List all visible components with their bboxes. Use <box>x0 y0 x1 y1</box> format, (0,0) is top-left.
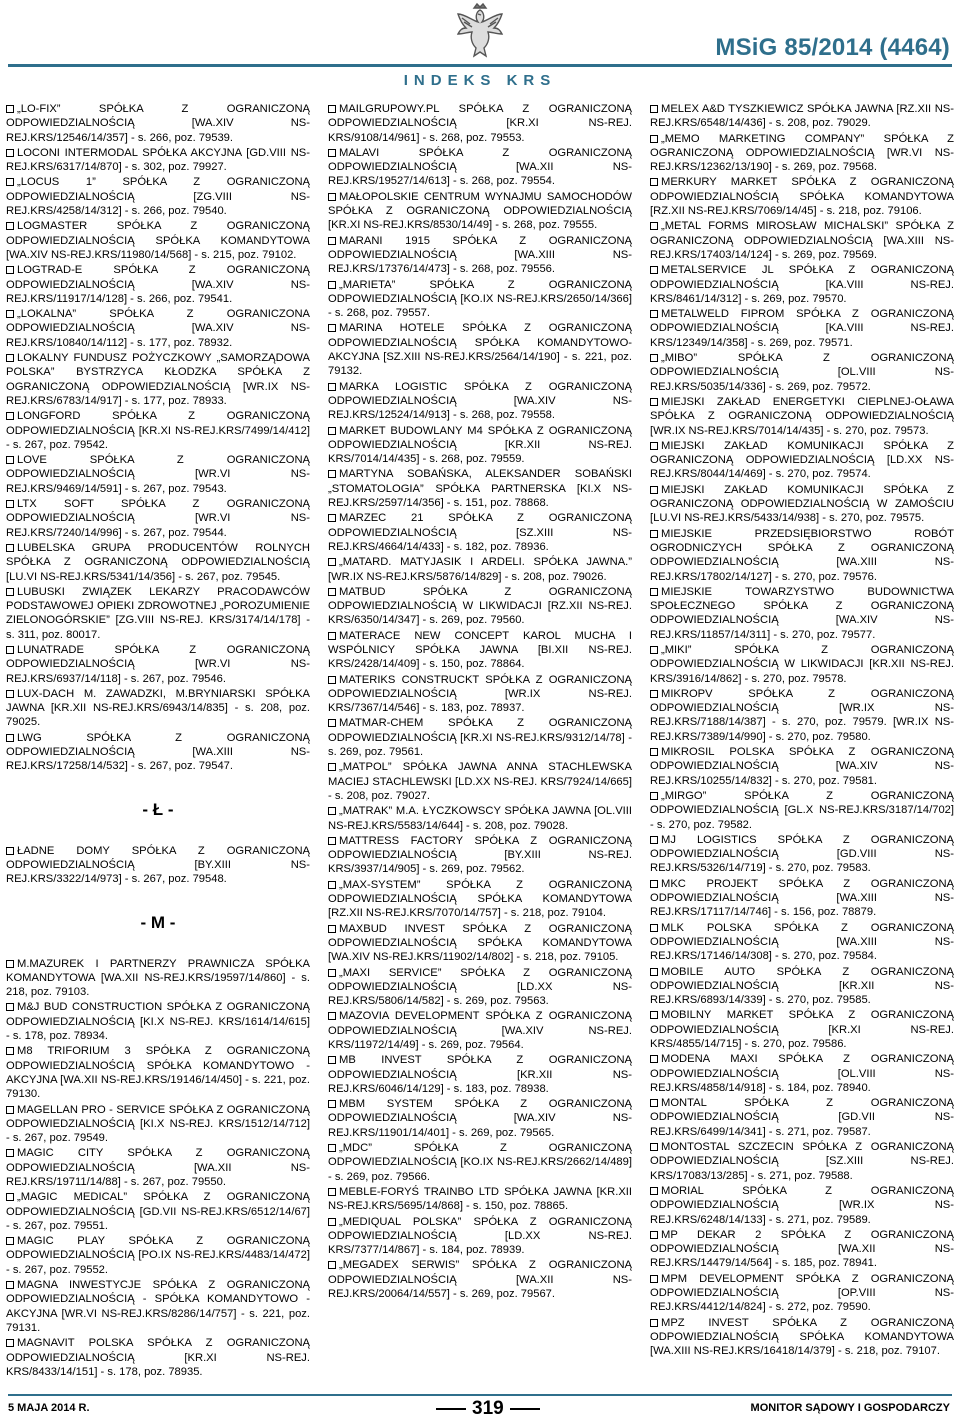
checkbox-square-icon <box>328 676 336 684</box>
entry-text: MB INVEST SPÓŁKA Z OGRANICZONĄ ODPOWIEDZIALNOŚCIĄ [KR.XII NS-REJ.KRS/6046/14/129] - s. 183, poz. 78938. <box>328 1054 632 1095</box>
checkbox-square-icon <box>6 1106 14 1114</box>
checkbox-square-icon <box>6 847 14 855</box>
entry-text: MATERIKS CONSTRUCKT SPÓŁKA Z OGRANICZONĄ ODPOWIEDZIALNOŚCIĄ [WR.IX NS-REJ. KRS/7367/14/546] - s. 183, poz. 78937. <box>328 673 632 715</box>
entry-text: „MIBO” SPÓŁKA Z OGRANICZONĄ ODPOWIEDZIALNOŚCIĄ [OL.VIII NS-REJ.KRS/5035/14/336] - s. 269, poz. 79572. <box>650 352 954 393</box>
index-entry <box>6 643 310 686</box>
entry-text: MALAVI SPÓŁKA Z OGRANICZONĄ ODPOWIEDZIALNOŚCIĄ [WA.XII NS-REJ.KRS/19527/14/613] - s. 268, poz. 79554. <box>328 146 632 188</box>
index-entry <box>650 1052 954 1095</box>
checkbox-square-icon <box>6 178 14 186</box>
index-entry <box>650 307 954 350</box>
checkbox-square-icon <box>6 456 14 464</box>
checkbox-square-icon <box>328 237 336 245</box>
index-entry <box>650 833 954 876</box>
entry-text: MAXBUD INVEST SPÓŁKA Z OGRANICZONĄ ODPOWIEDZIALNOŚCIĄ SPÓŁKA KOMANDYTOWA [WA.XIV NS-REJ.KRS/11902/14/802] - s. 218, poz. 79105. <box>328 922 632 964</box>
entry-text: MOBILNY MARKET SPÓŁKA Z OGRANICZONĄ ODPOWIEDZIALNOŚCIĄ [KR.XI NS-REJ. KRS/4855/14/715] - s. 270, poz. 79586. <box>650 1009 954 1050</box>
index-entry <box>6 497 310 540</box>
checkbox-square-icon <box>6 1047 14 1055</box>
index-entry <box>650 175 954 218</box>
entry-text: „METAL FORMS MIROSŁAW MICHALSKI” SPÓŁKA Z OGRANICZONĄ ODPOWIEDZIALNOŚCIĄ [WA.XIII NS-REJ.KRS/17403/14/124] - s. 269, poz. 79569. <box>650 220 954 261</box>
entry-text: „MDC” SPÓŁKA Z OGRANICZONĄ ODPOWIEDZIALNOŚCIĄ [KO.IX NS-REJ.KRS/2662/14/489] - s. 269, poz. 79566. <box>328 1142 632 1183</box>
entry-text: M.MAZUREK I PARTNERZY PRAWNICZA SPÓŁKA KOMANDYTOWA [WA.XII NS-REJ.KRS/19597/14/860] - s. 218, poz. 79103. <box>6 957 310 999</box>
index-entry <box>328 878 632 921</box>
entry-text: MELEX A&D TYSZKIEWICZ SPÓŁKA JAWNA [RZ.XII NS-REJ.KRS/6548/14/436] - s. 208, poz. 79029. <box>650 103 954 130</box>
index-entry <box>650 1008 954 1051</box>
entry-text: MIEJSKI ZAKŁAD KOMUNIKACJI SPÓŁKA Z OGRANICZONĄ ODPOWIEDZIALNOŚCIĄ W ZAMOŚCIU [LU.VI NS-REJ.KRS/5433/14/938] - s. 270, poz. 79575. <box>650 483 954 525</box>
index-entry <box>6 307 310 350</box>
entry-text: MIEJSKI ZAKŁAD KOMUNIKACJI SPÓŁKA Z OGRANICZONĄ ODPOWIEDZIALNOŚCIĄ [LD.XX NS-REJ.KRS/8044/14/469] - s. 270, poz. 79574. <box>650 439 954 481</box>
letter-heading: - M - <box>140 912 176 932</box>
entry-text: M8 TRIFORIUM 3 SPÓŁKA Z OGRANICZONĄ ODPOWIEDZIALNOŚCIĄ SPÓŁKA KOMANDYTOWO - AKCYJNA [WA.XII NS-REJ.KRS/19146/14/450] - s. 221, poz. 79130. <box>6 1045 310 1101</box>
checkbox-square-icon <box>328 719 336 727</box>
index-entry <box>6 541 310 584</box>
checkbox-square-icon <box>650 135 658 143</box>
entry-text: MARTYNA SOBAŃSKA, ALEKSANDER SOBAŃSKI „STOMATOLOGIA” SPÓŁKA PARTNERSKA [KI.X NS-REJ.KRS/2597/14/356] - s. 151, poz. 78868. <box>328 468 632 510</box>
entry-text: LOVE SPÓŁKA Z OGRANICZONĄ ODPOWIEDZIALNOŚCIĄ [WR.VI NS-REJ.KRS/9469/14/591] - s. 267, poz. 79543. <box>6 454 310 495</box>
entry-text: „MAX-SYSTEM” SPÓŁKA Z OGRANICZONĄ ODPOWIEDZIALNOŚCIĄ SPÓŁKA KOMANDYTOWA [RZ.XII NS-REJ.KRS/7070/14/757] - s. 218, poz. 79104. <box>328 878 632 920</box>
checkbox-square-icon <box>328 925 336 933</box>
entry-text: MAGIC CITY SPÓŁKA Z OGRANICZONĄ ODPOWIEDZIALNOŚCIĄ [WA.XII NS-REJ.KRS/19711/14/88] - s. 267, poz. 79550. <box>6 1147 310 1188</box>
entry-text: LOGTRAD-E SPÓŁKA Z OGRANICZONĄ ODPOWIEDZIALNOŚCIĄ [WA.XIV NS-REJ.KRS/11917/14/128] - s. 266, poz. 79541. <box>6 264 310 305</box>
index-entry <box>328 1141 632 1184</box>
entry-text: LWG SPÓŁKA Z OGRANICZONĄ ODPOWIEDZIALNOŚCIĄ [WA.XIII NS-REJ.KRS/17258/14/532] - s. 267, poz. 79547. <box>6 731 310 773</box>
section-title: INDEKS KRS <box>403 72 557 89</box>
entry-text: LUNATRADE SPÓŁKA Z OGRANICZONĄ ODPOWIEDZIALNOŚCIĄ [WR.VI NS-REJ.KRS/6937/14/118] - s. 267, poz. 79546. <box>6 643 310 685</box>
index-entry <box>6 1278 310 1335</box>
checkbox-square-icon <box>6 149 14 157</box>
index-entry <box>650 351 954 394</box>
index-entry <box>650 745 954 788</box>
index-entry <box>650 877 954 920</box>
entry-text: MATTRESS FACTORY SPÓŁKA Z OGRANICZONĄ ODPOWIEDZIALNOŚCIĄ [BY.XIII NS-REJ. KRS/3937/14/905] - s. 269, poz. 79562. <box>328 834 632 876</box>
index-entry <box>328 511 632 554</box>
entry-text: LUBUSKI ZWIĄZEK LEKARZY PRACODAWCÓW PODSTAWOWEJ OPIEKI ZDROWOTNEJ „POROZUMIENIE ZIELONOGÓRSKIE” [ZG.VIII NS-REJ. KRS/3174/14/178] - s. 311, poz. 80017. <box>6 585 310 641</box>
entry-text: MLK POLSKA SPÓŁKA Z OGRANICZONĄ ODPOWIEDZIALNOŚCIĄ [WA.XIII NS-REJ.KRS/17146/14/308] - s. 270, poz. 79584. <box>650 921 954 963</box>
checkbox-square-icon <box>328 1218 336 1226</box>
journal-title: MONITOR SĄDOWY I GOSPODARCZY <box>750 1402 950 1414</box>
checkbox-square-icon <box>328 324 336 332</box>
checkbox-square-icon <box>650 1143 658 1151</box>
entry-text: MAGIC PLAY SPÓŁKA Z OGRANICZONĄ ODPOWIEDZIALNOŚCIĄ [PO.IX NS-REJ.KRS/4483/14/472] - s. 267, poz. 79552. <box>6 1235 310 1276</box>
footer-rule <box>8 1394 952 1396</box>
index-entry <box>328 585 632 628</box>
checkbox-square-icon <box>6 646 14 654</box>
checkbox-square-icon <box>6 1003 14 1011</box>
checkbox-square-icon <box>6 1149 14 1157</box>
checkbox-square-icon <box>650 1187 658 1195</box>
index-entry <box>650 263 954 306</box>
checkbox-square-icon <box>650 588 658 596</box>
index-entry <box>650 921 954 964</box>
index-entry <box>6 263 310 306</box>
index-entry <box>6 146 310 175</box>
entry-text: MATERACE NEW CONCEPT KAROL MUCHA I WSPÓLNICY SPÓŁKA JAWNA [BI.XII NS-REJ. KRS/2428/14/409] - s. 150, poz. 78864. <box>328 629 632 671</box>
index-entry <box>6 351 310 408</box>
checkbox-square-icon <box>6 500 14 508</box>
entry-text: MAGNA INWESTYCJE SPÓŁKA Z OGRANICZONĄ ODPOWIEDZIALNOŚCIĄ - SPÓŁKA KOMANDYTOWO - AKCYJNA [WR.VI NS-REJ.KRS/8286/14/757] - s. 221, poz. 79131. <box>6 1279 310 1334</box>
entry-text: MONTOSTAL SZCZECIN SPÓŁKA Z OGRANICZONĄ ODPOWIEDZIALNOŚCIĄ [SZ.XIII NS-REJ. KRS/17083/13/285] - s. 271, poz. 79588. <box>650 1141 954 1182</box>
entry-text: MODENA MAXI SPÓŁKA Z OGRANICZONĄ ODPOWIEDZIALNOŚCIĄ [OL.VIII NS-REJ.KRS/4858/14/918] - s. 184, poz. 78940. <box>650 1053 954 1094</box>
entry-text: MERKURY MARKET SPÓŁKA Z OGRANICZONĄ ODPOWIEDZIALNOŚCIĄ SPÓŁKA KOMANDYTOWA [RZ.XII NS-REJ.KRS/7069/14/45] - s. 218, poz. 79106. <box>650 176 954 218</box>
entry-text: LONGFORD SPÓŁKA Z OGRANICZONĄ ODPOWIEDZIALNOŚCIĄ [KR.XI NS-REJ.KRS/7499/14/412] - s. 267, poz. 79542. <box>6 410 310 451</box>
entry-text: „MAXI SERVICE” SPÓŁKA Z OGRANICZONĄ ODPOWIEDZIALNOŚCIĄ [LD.XX NS-REJ.KRS/5806/14/582] - s. 269, poz. 79563. <box>328 966 632 1008</box>
index-entry <box>650 527 954 584</box>
checkbox-square-icon <box>650 222 658 230</box>
index-entry <box>6 731 310 774</box>
checkbox-square-icon <box>328 149 336 157</box>
entry-text: MOBILE AUTO SPÓŁKA Z OGRANICZONĄ ODPOWIEDZIALNOŚCIĄ [KR.XII NS-REJ.KRS/6893/14/339] - s. 270, poz. 79585. <box>650 965 954 1007</box>
checkbox-square-icon <box>328 763 336 771</box>
checkbox-square-icon <box>328 193 336 201</box>
index-entry <box>6 844 310 887</box>
entry-text: „LOKALNA” SPÓŁKA Z OGRANICZONA ODPOWIEDZIALNOŚCIĄ [WA.XIV NS-REJ.KRS/10840/14/112] - s. 177, poz. 78932. <box>6 308 310 349</box>
index-entry <box>6 102 310 145</box>
index-entry <box>650 439 954 482</box>
entry-text: MBM SYSTEM SPÓŁKA Z OGRANICZONĄ ODPOWIEDZIALNOŚCIĄ [WA.XIV NS-REJ.KRS/11901/14/401] - s. 269, poz. 79565. <box>328 1098 632 1139</box>
checkbox-square-icon <box>650 646 658 654</box>
index-column-2 <box>328 102 632 1388</box>
index-entry <box>328 673 632 716</box>
checkbox-square-icon <box>650 442 658 450</box>
checkbox-square-icon <box>650 1319 658 1327</box>
checkbox-square-icon <box>328 1012 336 1020</box>
entry-text: „MEMO MARKETING COMPANY” SPÓŁKA Z OGRANICZONĄ ODPOWIEDZIALNOŚCIĄ [WR.VI NS-REJ.KRS/12362/13/190] - s. 269, poz. 79568. <box>650 132 954 174</box>
entry-text: MORIAL SPÓŁKA Z OGRANICZONĄ ODPOWIEDZIALNOŚCIĄ [WR.IX NS-REJ.KRS/6248/14/133] - s. 271, poz. 79589. <box>650 1184 954 1226</box>
checkbox-square-icon <box>328 1056 336 1064</box>
entry-text: MARZEC 21 SPÓŁKA Z OGRANICZONĄ ODPOWIEDZIALNOŚCIĄ [SZ.XIII NS-REJ.KRS/4664/14/433] - s. 182, poz. 78936. <box>328 512 632 553</box>
index-entry <box>328 629 632 672</box>
checkbox-square-icon <box>328 1100 336 1108</box>
entry-text: „MATRAK” M.A. ŁYCZKOWSCY SPÓŁKA JAWNA [OL.VIII NS-REJ.KRS/5583/14/644] - s. 208, poz. 79028. <box>328 805 632 832</box>
index-entry <box>328 1185 632 1214</box>
polish-eagle-emblem-icon <box>452 2 508 60</box>
index-entry <box>650 585 954 642</box>
index-entry <box>650 1228 954 1271</box>
checkbox-square-icon <box>650 354 658 362</box>
checkbox-square-icon <box>650 1011 658 1019</box>
entry-text: LOKALNY FUNDUSZ POŻYCZKOWY „SAMORZĄDOWA POLSKA” BYSTRZYCA KŁODZKA SPÓŁKA Z OGRANICZONĄ ODPOWIEDZIALNOŚCIĄ [WR.IX NS-REJ.KRS/6783/14/917] - s. 177, poz. 78933. <box>6 352 310 407</box>
checkbox-square-icon <box>6 1193 14 1201</box>
checkbox-square-icon <box>6 690 14 698</box>
checkbox-square-icon <box>650 792 658 800</box>
entry-text: „MAGIC MEDICAL” SPÓŁKA Z OGRANICZONĄ ODPOWIEDZIALNOŚCIĄ [GD.VII NS-REJ.KRS/6512/14/67] - s. 267, poz. 79551. <box>6 1191 310 1232</box>
index-entry <box>650 1140 954 1183</box>
entry-text: MAŁOPOLSKIE CENTRUM WYNAJMU SAMOCHODÓW SPÓŁKA Z OGRANICZONĄ ODPOWIEDZIALNOŚCIĄ [KR.XI NS-REJ.KRS/8530/14/49] - s. 268, poz. 79555. <box>328 190 632 232</box>
index-entry <box>6 1146 310 1189</box>
entry-text: ŁADNE DOMY SPÓŁKA Z OGRANICZONĄ ODPOWIEDZIALNOŚCIĄ [BY.XIII NS-REJ.KRS/3322/14/973] - s. 267, poz. 79548. <box>6 844 310 886</box>
index-entry <box>6 957 310 1000</box>
checkbox-square-icon <box>328 837 336 845</box>
index-entry <box>328 278 632 321</box>
entry-text: LOCONI INTERMODAL SPÓŁKA AKCYJNA [GD.VIII NS-REJ.KRS/6317/14/870] - s. 302, poz. 79927. <box>6 146 310 174</box>
index-entry <box>328 1009 632 1052</box>
checkbox-square-icon <box>6 354 14 362</box>
entry-text: „MEGADEX SERWIS” SPÓŁKA Z OGRANICZONĄ ODPOWIEDZIALNOŚCIĄ [WA.XII NS-REJ.KRS/20064/14/557] - s. 269, poz. 79567. <box>328 1259 632 1301</box>
index-entry <box>328 234 632 277</box>
checkbox-square-icon <box>6 266 14 274</box>
entry-text: MARKA LOGISTIC SPÓŁKA Z OGRANICZONĄ ODPOWIEDZIALNOŚCIĄ [WA.XIV NS-REJ.KRS/12524/14/913] - s. 268, poz. 79558. <box>328 380 632 422</box>
checkbox-square-icon <box>650 836 658 844</box>
index-entry <box>6 1000 310 1043</box>
checkbox-square-icon <box>650 105 658 113</box>
entry-text: LTX SOFT SPÓŁKA Z OGRANICZONĄ ODPOWIEDZIALNOŚCIĄ [WR.VI NS-REJ.KRS/7240/14/996] - s. 267, poz. 79544. <box>6 498 310 539</box>
index-entry <box>6 219 310 262</box>
entry-text: MIKROSIL POLSKA SPÓŁKA Z OGRANICZONĄ ODPOWIEDZIALNOŚCIĄ [WA.XIV NS-REJ.KRS/10255/14/832] - s. 270, poz. 79581. <box>650 746 954 787</box>
entry-text: MIKROPV SPÓŁKA Z OGRANICZONĄ ODPOWIEDZIALNOŚCIĄ [WR.IX NS-REJ.KRS/7188/14/387] - s. 270, poz. 79579. [WR.IX NS-REJ.KRS/7389/14/990] - s. 270, poz. 79580. <box>650 687 954 743</box>
entry-text: MIEJSKI ZAKŁAD ENERGETYKI CIEPLNEJ-OŁAWA SPÓŁKA Z OGRANICZONĄ ODPOWIEDZIALNOŚCIĄ [WR.IX NS-REJ.KRS/7014/14/435] - s. 270, poz. 79573. <box>650 395 954 437</box>
index-entry <box>650 1184 954 1227</box>
checkbox-square-icon <box>6 588 14 596</box>
index-entry <box>650 1272 954 1315</box>
index-entry <box>328 146 632 189</box>
checkbox-square-icon <box>6 544 14 552</box>
index-entry <box>6 1103 310 1146</box>
checkbox-square-icon <box>328 383 336 391</box>
index-columns <box>6 102 954 1388</box>
entry-text: MAZOVIA DEVELOPMENT SPÓŁKA Z OGRANICZONĄ ODPOWIEDZIALNOŚCIĄ [WA.XIV NS-REJ. KRS/11972/14/49] - s. 269, poz. 79564. <box>328 1010 632 1051</box>
entry-text: MARKET BUDOWLANY M4 SPÓŁKA Z OGRANICZONĄ ODPOWIEDZIALNOŚCIĄ [KR.XII NS-REJ. KRS/7014/14/435] - s. 268, poz. 79559. <box>328 424 632 466</box>
index-entry <box>6 687 310 730</box>
entry-text: „MARIETA” SPÓŁKA Z OGRANICZONĄ ODPOWIEDZIALNOŚCIĄ [KO.IX NS-REJ.KRS/2650/14/366] - s. 268, poz. 79557. <box>328 278 632 320</box>
checkbox-square-icon <box>328 427 336 435</box>
checkbox-square-icon <box>328 1261 336 1269</box>
entry-text: „MEDIQUAL POLSKA” SPÓŁKA Z OGRANICZONĄ ODPOWIEDZIALNOŚCIĄ [LD.XX NS-REJ. KRS/7377/14/867] - s. 184, poz. 78939. <box>328 1215 632 1257</box>
checkbox-square-icon <box>650 178 658 186</box>
index-entry <box>328 1097 632 1140</box>
checkbox-square-icon <box>328 514 336 522</box>
checkbox-square-icon <box>6 222 14 230</box>
checkbox-square-icon <box>328 281 336 289</box>
checkbox-square-icon <box>6 310 14 318</box>
checkbox-square-icon <box>650 1231 658 1239</box>
checkbox-square-icon <box>328 588 336 596</box>
index-entry <box>328 467 632 510</box>
entry-text: LUX-DACH M. ZAWADZKI, M.BRYNIARSKI SPÓŁKA JAWNA [KR.XII NS-REJ.KRS/6943/14/835] - s. 208, poz. 79025. <box>6 687 310 729</box>
entry-text: „LOCUS 1” SPÓŁKA Z OGRANICZONĄ ODPOWIEDZIALNOŚCIĄ [ZG.VIII NS-REJ.KRS/4258/14/312] - s. 266, poz. 79540. <box>6 176 310 218</box>
entry-text: MATBUD SPÓŁKA Z OGRANICZONĄ ODPOWIEDZIALNOŚCIĄ W LIKWIDACJI [RZ.XII NS-REJ. KRS/6350/14/347] - s. 269, poz. 79560. <box>328 585 632 627</box>
entry-text: MARANI 1915 SPÓŁKA Z OGRANICZONĄ ODPOWIEDZIALNOŚCIĄ [WA.XIII NS-REJ.KRS/17376/14/473] - s. 268, poz. 79556. <box>328 234 632 276</box>
checkbox-square-icon <box>650 690 658 698</box>
checkbox-square-icon <box>6 412 14 420</box>
index-entry <box>650 965 954 1008</box>
index-entry <box>6 409 310 452</box>
checkbox-square-icon <box>6 960 14 968</box>
index-entry <box>650 219 954 262</box>
index-entry <box>650 483 954 526</box>
index-entry <box>328 1215 632 1258</box>
entry-text: MPZ INVEST SPÓŁKA Z OGRANICZONĄ ODPOWIEDZIALNOŚCIĄ SPÓŁKA KOMANDYTOWA [WA.XIII NS-REJ.KRS/16418/14/379] - s. 218, poz. 79107. <box>650 1316 954 1358</box>
index-entry <box>328 424 632 467</box>
checkbox-square-icon <box>328 1144 336 1152</box>
entry-text: MAGELLAN PRO - SERVICE SPÓŁKA Z OGRANICZONĄ ODPOWIEDZIALNOŚCIĄ [KI.X NS-REJ. KRS/1512/14/712] - s. 267, poz. 79549. <box>6 1103 310 1145</box>
checkbox-square-icon <box>328 881 336 889</box>
checkbox-square-icon <box>650 924 658 932</box>
index-entry <box>328 190 632 233</box>
checkbox-square-icon <box>328 558 336 566</box>
index-entry <box>328 1258 632 1301</box>
entry-text: MONTAL SPÓŁKA Z OGRANICZONĄ ODPOWIEDZIALNOŚCIĄ [GD.VII NS-REJ.KRS/6499/14/341] - s. 271, poz. 79587. <box>650 1097 954 1138</box>
index-entry <box>328 102 632 145</box>
issue-date: 5 MAJA 2014 R. <box>8 1402 90 1414</box>
index-entry <box>328 804 632 833</box>
checkbox-square-icon <box>650 968 658 976</box>
index-entry <box>650 1096 954 1139</box>
checkbox-square-icon <box>328 969 336 977</box>
index-column-3 <box>650 102 954 1388</box>
entry-text: MAILGRUPOWY.PL SPÓŁKA Z OGRANICZONĄ ODPOWIEDZIALNOŚCIĄ [KR.XI NS-REJ. KRS/9108/14/961] - s. 268, poz. 79553. <box>328 103 632 144</box>
index-entry <box>650 643 954 686</box>
index-entry <box>6 585 310 642</box>
checkbox-square-icon <box>650 880 658 888</box>
index-entry <box>650 102 954 131</box>
publication-number: MSiG 85/2014 (4464) <box>715 34 950 61</box>
letter-heading: - Ł - <box>142 799 174 819</box>
index-entry <box>328 321 632 378</box>
checkbox-square-icon <box>650 748 658 756</box>
checkbox-square-icon <box>650 266 658 274</box>
index-entry <box>328 966 632 1009</box>
index-entry <box>328 555 632 584</box>
entry-text: MATMAR-CHEM SPÓŁKA Z OGRANICZONĄ ODPOWIEDZIALNOŚCIĄ [KR.XI NS-REJ.KRS/9312/14/78] - s. 269, poz. 79561. <box>328 717 632 759</box>
checkbox-square-icon <box>328 105 336 113</box>
index-entry <box>650 1316 954 1359</box>
entry-text: METALSERVICE JL SPÓŁKA Z OGRANICZONĄ ODPOWIEDZIALNOŚCIĄ [KA.VIII NS-REJ. KRS/8461/14/312] - s. 269, poz. 79570. <box>650 264 954 305</box>
index-entry <box>650 789 954 832</box>
index-entry <box>650 395 954 438</box>
entry-text: MEBLE-FORYŚ TRAINBO LTD SPÓŁKA JAWNA [KR.XII NS-REJ.KRS/5695/14/868] - s. 150, poz. 78865. <box>328 1185 632 1213</box>
entry-text: MPM DEVELOPMENT SPÓŁKA Z OGRANICZONĄ ODPOWIEDZIALNOŚCIĄ [OP.VIII NS-REJ.KRS/4412/14/824] - s. 272, poz. 79590. <box>650 1272 954 1314</box>
entry-text: MARINA HOTELE SPÓŁKA Z OGRANICZONĄ ODPOWIEDZIALNOŚCIĄ SPÓŁKA KOMANDYTOWO-AKCYJNA [SZ.XIII NS-REJ.KRS/2564/14/190] - s. 221, poz. 79132. <box>328 322 632 378</box>
index-entry <box>6 1336 310 1379</box>
header-rule <box>8 64 952 67</box>
checkbox-square-icon <box>650 1275 658 1283</box>
entry-text: LOGMASTER SPÓŁKA Z OGRANICZONĄ ODPOWIEDZIALNOŚCIĄ SPÓŁKA KOMANDYTOWA [WA.XIV NS-REJ.KRS/11980/14/568] - s. 215, poz. 79102. <box>6 220 310 261</box>
checkbox-square-icon <box>650 486 658 494</box>
checkbox-square-icon <box>650 398 658 406</box>
index-entry <box>328 1053 632 1096</box>
checkbox-square-icon <box>650 1099 658 1107</box>
entry-text: „LO-FIX” SPÓŁKA Z OGRANICZONĄ ODPOWIEDZIALNOŚCIĄ [WA.XIV NS-REJ.KRS/12546/14/357] - s. 266, poz. 79539. <box>6 103 310 144</box>
entry-text: MKC PROJEKT SPÓŁKA Z OGRANICZONĄ ODPOWIEDZIALNOŚCIĄ [WA.XIII NS-REJ.KRS/17117/14/746] - s. 156, poz. 78879. <box>650 877 954 919</box>
checkbox-square-icon <box>328 807 336 815</box>
checkbox-square-icon <box>650 310 658 318</box>
checkbox-square-icon <box>328 470 336 478</box>
entry-text: MP DEKAR 2 SPÓŁKA Z OGRANICZONĄ ODPOWIEDZIALNOŚCIĄ [WA.XII NS-REJ.KRS/14479/14/564] - s. 185, poz. 78941. <box>650 1228 954 1270</box>
checkbox-square-icon <box>328 632 336 640</box>
checkbox-square-icon <box>6 734 14 742</box>
entry-text: METALWELD FIPROM SPÓŁKA Z OGRANICZONĄ ODPOWIEDZIALNOŚCIĄ [KA.VIII NS-REJ. KRS/12349/14/358] - s. 269, poz. 79571. <box>650 308 954 349</box>
index-entry <box>650 132 954 175</box>
index-entry <box>328 380 632 423</box>
checkbox-square-icon <box>328 1188 336 1196</box>
checkbox-square-icon <box>6 1339 14 1347</box>
checkbox-square-icon <box>6 105 14 113</box>
entry-text: MIEJSKIE PRZEDSIĘBIORSTWO ROBÓT OGRODNICZYCH SPÓŁKA Z OGRANICZONĄ ODPOWIEDZIALNOŚCIĄ [WA.XIII NS-REJ.KRS/17802/14/127] - s. 270, poz. 79576. <box>650 527 954 583</box>
entry-text: LUBELSKA GRUPA PRODUCENTÓW ROLNYCH SPÓŁKA Z OGRANICZONĄ ODPOWIEDZIALNOŚCIĄ [LU.VI NS-REJ.KRS/5341/14/356] - s. 267, poz. 79545. <box>6 541 310 583</box>
index-entry <box>6 175 310 218</box>
entry-text: MJ LOGISTICS SPÓŁKA Z OGRANICZONĄ ODPOWIEDZIALNOŚCIĄ [GD.VIII NS-REJ.KRS/5326/14/719] - s. 270, poz. 79583. <box>650 833 954 875</box>
index-column-1 <box>6 102 310 1388</box>
index-entry <box>6 1044 310 1101</box>
page-number: 319 <box>430 1398 546 1420</box>
checkbox-square-icon <box>6 1281 14 1289</box>
entry-text: MIEJSKIE TOWARZYSTWO BUDOWNICTWA SPOŁECZNEGO SPÓŁKA Z OGRANICZONĄ ODPOWIEDZIALNOŚCIĄ [WA.XIV NS-REJ.KRS/11857/14/311] - s. 270, poz. 79577. <box>650 585 954 641</box>
index-entry <box>328 834 632 877</box>
index-entry <box>6 1234 310 1277</box>
index-entry <box>6 1190 310 1233</box>
entry-text: MAGNAVIT POLSKA SPÓŁKA Z OGRANICZONĄ ODPOWIEDZIALNOŚCIĄ [KR.XI NS-REJ. KRS/8433/14/151] - s. 178, poz. 78935. <box>6 1337 310 1378</box>
index-entry <box>6 453 310 496</box>
entry-text: „MATPOL” SPÓŁKA JAWNA ANNA STACHLEWSKA MACIEJ STACHLEWSKI [LD.XX NS-REJ. KRS/7924/14/665] - s. 208, poz. 79027. <box>328 761 632 802</box>
index-entry <box>650 687 954 744</box>
index-entry <box>328 716 632 759</box>
checkbox-square-icon <box>650 1055 658 1063</box>
entry-text: „MIRGO” SPÓŁKA Z OGRANICZONĄ ODPOWIEDZIALNOŚCIĄ [GL.X NS-REJ.KRS/3187/14/702] - s. 270, poz. 79582. <box>650 789 954 831</box>
index-entry <box>328 760 632 803</box>
checkbox-square-icon <box>650 530 658 538</box>
entry-text: „MATARD. MATYJASIK I ARDELI. SPÓŁKA JAWNA.” [WR.IX NS-REJ.KRS/5876/14/829] - s. 208, poz. 79026. <box>328 556 632 583</box>
entry-text: „MIKI” SPÓŁKA Z OGRANICZONĄ ODPOWIEDZIALNOŚCIĄ W LIKWIDACJI [KR.XII NS-REJ. KRS/3916/14/862] - s. 270, poz. 79578. <box>650 643 954 685</box>
checkbox-square-icon <box>6 1237 14 1245</box>
entry-text: M&J BUD CONSTRUCTION SPÓŁKA Z OGRANICZONĄ ODPOWIEDZIALNOŚCIĄ [KI.X NS-REJ. KRS/1614/14/615] - s. 178, poz. 78934. <box>6 1001 310 1043</box>
index-entry <box>328 922 632 965</box>
